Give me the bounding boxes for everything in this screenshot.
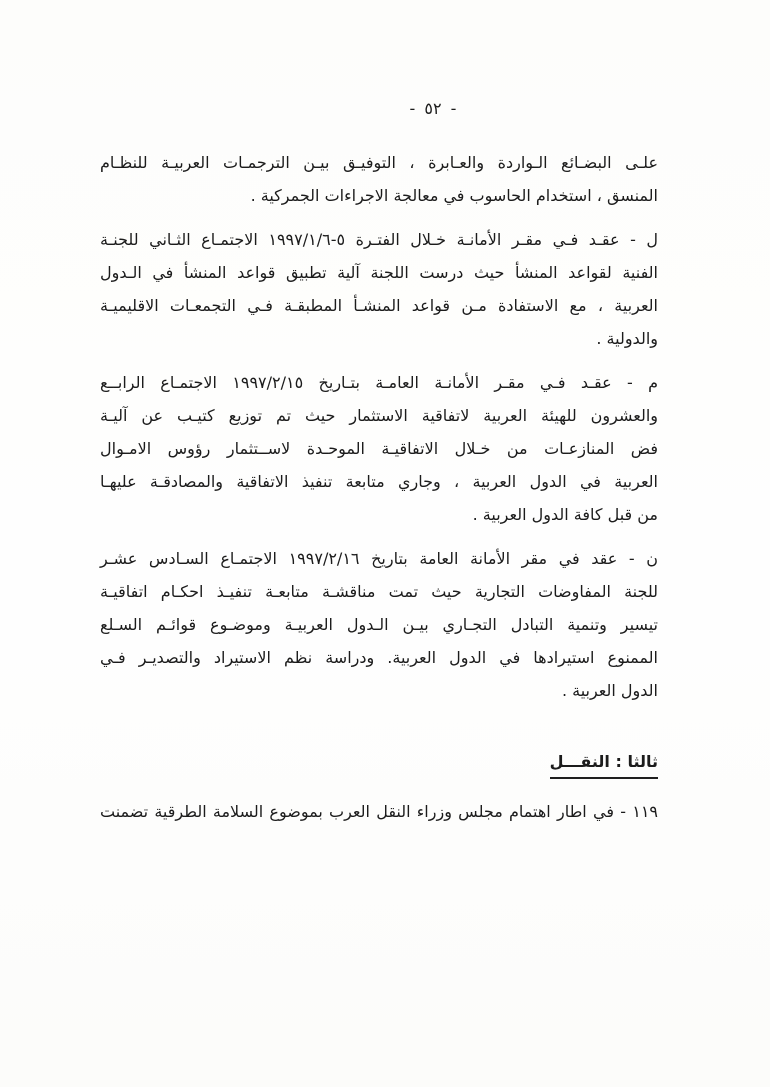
numbered-item-119 bbox=[100, 795, 658, 828]
text-line: للجنة المفاوضات التجارية حيث تمت مناقشـة متابعـة تنفيـذ احكـام اتفاقيـة bbox=[100, 582, 658, 601]
text-line bbox=[100, 795, 658, 828]
text-segment: في اطار اهتمام مجلس وزراء النقل العرب بموضوع السلامة الطرقية تضمنت bbox=[100, 802, 614, 821]
text-segment: عقـد فـي مقـر الأمانـة العامـة بتـاريخ ١٩٩٧/٢/١٥ الاجتمـاع الرابــع bbox=[100, 373, 612, 392]
section-heading-text: ثالثا : النقـــل bbox=[550, 751, 658, 779]
text-line: العربية ، مع الاستفادة مـن قواعد المنشـأ المطبقـة فـي التجمعـات الاقليميـة bbox=[100, 296, 658, 315]
text-line: والعشرون للهيئة العربية لاتفاقية الاستثمار حيث تم توزيع كتيـب عن آليـة bbox=[100, 406, 658, 425]
text-line: الفنية لقواعد المنشأ حيث درست اللجنة آلية تطبيق قواعد المنشأ في الـدول bbox=[100, 263, 658, 282]
list-marker: م - bbox=[626, 373, 658, 392]
text-line: فض المنازعـات من خـلال الاتفاقيـة الموحـدة لاســتثمار رؤوس الامـوال bbox=[100, 439, 658, 458]
text-line bbox=[100, 542, 658, 575]
text-line: من قبل كافة الدول العربية . bbox=[472, 505, 658, 524]
section-heading bbox=[100, 751, 658, 779]
item-number: ١١٩ - bbox=[620, 802, 659, 821]
page-number: - ٥٢ - bbox=[409, 99, 457, 118]
text-segment: عقد في مقر الأمانة العامة بتاريخ ١٩٩٧/٢/١٦ الاجتمـاع السـادس عشـر bbox=[100, 549, 618, 568]
text-line: والدولية . bbox=[596, 329, 658, 348]
text-line: العربية في الدول العربية ، وجاري متابعة تنفيذ الاتفاقية والمصادقـة عليهـا bbox=[100, 472, 658, 491]
text-line: الممنوع استيرادها في الدول العربية. ودراسة نظم الاستيراد والتصديـر فـي bbox=[100, 648, 658, 667]
text-line: المنسق ، استخدام الحاسوب في معالجة الاجراءات الجمركية . bbox=[250, 186, 658, 205]
list-marker: ل - bbox=[630, 230, 658, 249]
text-line: الدول العربية . bbox=[561, 681, 658, 700]
list-item-mim bbox=[100, 366, 658, 531]
text-line: علـى البضـائع الـواردة والعـابرة ، التوفيـق بيـن الترجمـات العربيـة للنظـام bbox=[100, 153, 658, 172]
paragraph-intro bbox=[100, 146, 658, 212]
text-line: تيسير وتنمية التبادل التجـاري بيـن الـدول العربيـة وموضـوع قوائـم السـلع bbox=[100, 615, 658, 634]
list-item-nun bbox=[100, 542, 658, 707]
list-item-lam bbox=[100, 223, 658, 355]
list-marker: ن - bbox=[628, 549, 658, 568]
text-line bbox=[100, 223, 658, 256]
text-segment: عقـد فـي مقـر الأمانـة خـلال الفتـرة ٥-١٩٩٧/١/٦ الاجتمـاع الثـاني للجنـة bbox=[100, 230, 620, 249]
text-line bbox=[100, 366, 658, 399]
